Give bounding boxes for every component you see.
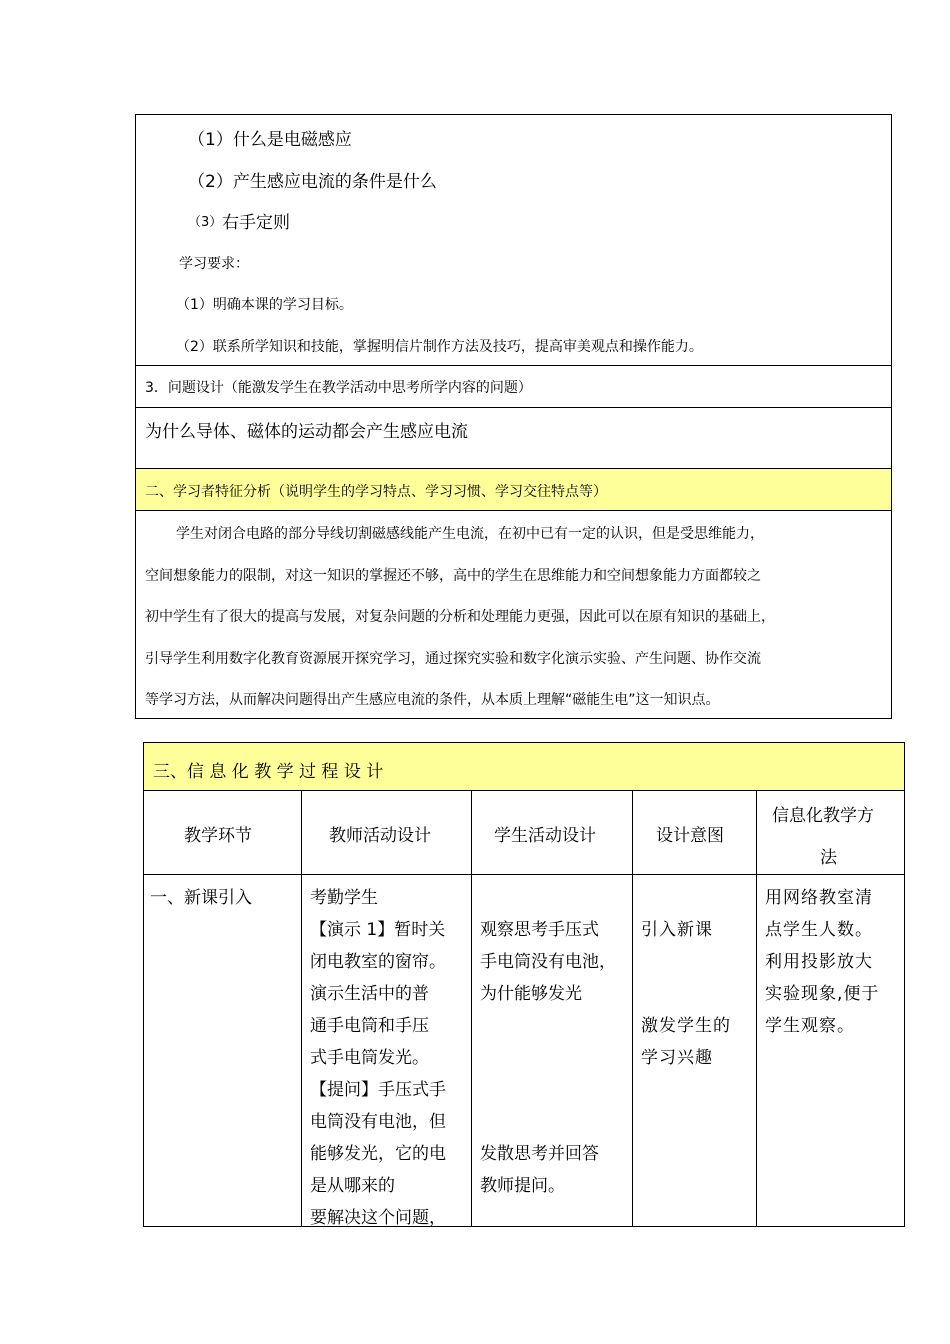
column-divider xyxy=(632,791,633,1226)
student-line: 教师提问。 xyxy=(480,1176,565,1196)
analysis-line: 初中学生有了很大的提高与发展，对复杂问题的分析和处理能力更强，因此可以在原有知识的基础上， xyxy=(145,609,775,625)
teacher-line: 要解决这个问题， xyxy=(310,1208,446,1228)
teacher-line: 闭电教室的窗帘。 xyxy=(310,952,446,972)
section2-header: 二、学习者特征分析（说明学生的学习特点、学习习惯、学习交往特点等） xyxy=(145,484,607,500)
student-line: 发散思考并回答 xyxy=(480,1144,599,1164)
method-line: 用网络教室清 xyxy=(765,888,873,908)
row-divider xyxy=(144,874,904,875)
method-line: 利用投影放大 xyxy=(765,952,873,972)
method-line: 学生观察。 xyxy=(765,1016,855,1036)
analysis-line: 引导学生利用数字化教育资源展开探究学习，通过探究实验和数字化演示实验、产生问题、协作交流 xyxy=(145,651,761,667)
column-divider xyxy=(471,791,472,1226)
method-line: 点学生人数。 xyxy=(765,920,873,940)
column-divider xyxy=(756,791,757,1226)
teacher-line: 能够发光，它的电 xyxy=(310,1144,446,1164)
header-stage: 教学环节 xyxy=(184,826,252,846)
row-divider xyxy=(136,510,891,511)
intent-line: 学习兴趣 xyxy=(641,1048,713,1068)
item-3-text: 右手定则 xyxy=(222,213,290,233)
method-line: 实验现象,便于 xyxy=(765,984,880,1004)
teaching-process-table xyxy=(143,742,905,1227)
row-divider xyxy=(136,407,891,408)
student-line: 为什能够发光 xyxy=(480,984,582,1004)
header-teacher-activity: 教师活动设计 xyxy=(329,826,431,846)
item-2: （2）产生感应电流的条件是什么 xyxy=(188,172,437,192)
question-text: 为什么导体、磁体的运动都会产生感应电流 xyxy=(145,422,468,442)
analysis-line: 空间想象能力的限制，对这一知识的掌握还不够，高中的学生在思维能力和空间想象能力方面都较之 xyxy=(145,568,761,584)
question-design-header: 3．问题设计（能激发学生在教学活动中思考所学内容的问题） xyxy=(145,380,532,396)
row-divider xyxy=(144,790,904,791)
header-design-intent: 设计意图 xyxy=(656,826,724,846)
teacher-line: 演示生活中的普 xyxy=(310,984,429,1004)
lesson-table-top xyxy=(135,114,892,719)
student-line: 手电筒没有电池， xyxy=(480,952,616,972)
requirements-title: 学习要求： xyxy=(179,256,249,272)
section3-title: 三、信 息 化 教 学 过 程 设 计 xyxy=(153,762,384,782)
header-info-method-cont: 法 xyxy=(820,848,837,868)
intent-line: 激发学生的 xyxy=(641,1016,731,1036)
teacher-line: 考勤学生 xyxy=(310,888,378,908)
stage-new-lesson: 一、新课引入 xyxy=(150,888,252,908)
teacher-line: 【演示 1】暂时关 xyxy=(310,920,446,940)
column-divider xyxy=(301,791,302,1226)
item-1: （1）什么是电磁感应 xyxy=(188,130,352,150)
teacher-line: 是从哪来的 xyxy=(310,1176,395,1196)
teacher-line: 通手电筒和手压 xyxy=(310,1016,429,1036)
requirement-1: （1）明确本课的学习目标。 xyxy=(176,297,353,313)
student-line: 观察思考手压式 xyxy=(480,920,599,940)
row-divider xyxy=(136,365,891,366)
teacher-line: 【提问】手压式手 xyxy=(310,1080,446,1100)
header-info-method: 信息化教学方 xyxy=(772,806,874,826)
teacher-line: 电筒没有电池，但 xyxy=(310,1112,446,1132)
intent-line: 引入新课 xyxy=(641,920,713,940)
item-3-number: （3） xyxy=(188,215,223,230)
teacher-line: 式手电筒发光。 xyxy=(310,1048,429,1068)
requirement-2: （2）联系所学知识和技能，掌握明信片制作方法及技巧，提高审美观点和操作能力。 xyxy=(176,339,703,355)
analysis-line: 等学习方法，从而解决问题得出产生感应电流的条件，从本质上理解“磁能生电”这一知识点。 xyxy=(145,692,720,708)
analysis-line: 学生对闭合电路的部分导线切割磁感线能产生电流，在初中已有一定的认识，但是受思维能力， xyxy=(176,526,764,542)
header-student-activity: 学生活动设计 xyxy=(494,826,596,846)
